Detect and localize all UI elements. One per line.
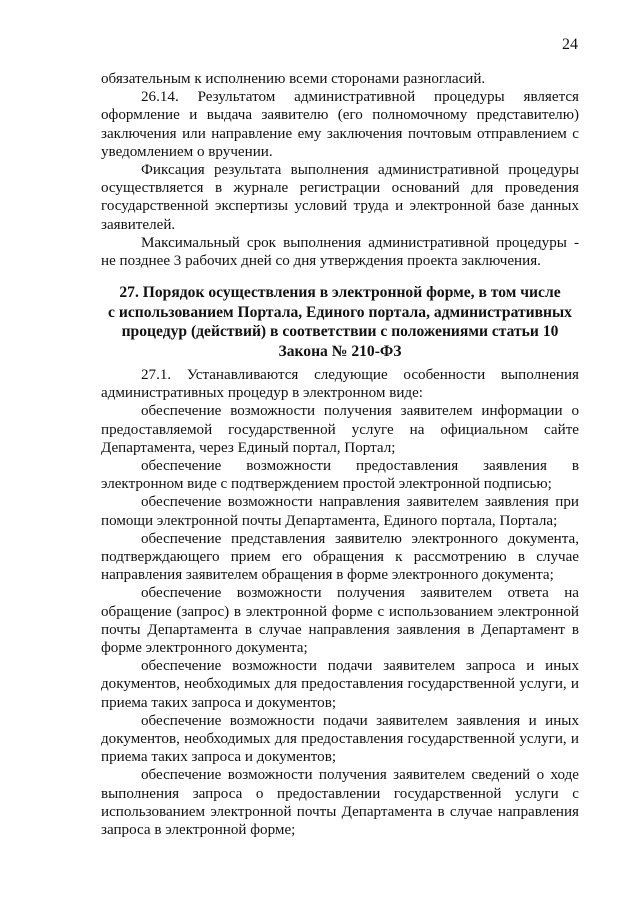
- section-27-heading: [101, 283, 579, 361]
- section-27-body: [101, 366, 579, 839]
- list-item: обеспечение возможности подачи заявителем заявления и иных документов, необходимых для предоставления государственной услуги, и приема таких запроса и документов;: [101, 712, 579, 766]
- top-text-block: [101, 70, 579, 270]
- list-item: обеспечение возможности направления заявителем заявления при помощи электронной почты Департамента, Единого портала, Портала;: [101, 494, 579, 529]
- paragraph-continuation: обязательным к исполнению всеми сторонами разногласий.: [101, 71, 486, 87]
- list-item: обеспечение возможности предоставления заявления в электронном виде с подтверждением простой электронной подписью;: [101, 458, 579, 493]
- paragraph-26-14: 26.14. Результатом административной процедуры является оформление и выдача заявителю (его полномочному представителю) заключения или направление ему заключения почтовым отправлением с уведомлением о вручении.: [101, 89, 579, 160]
- list-item: обеспечение возможности получения заявителем ответа на обращение (запрос) в электронной форме с использованием электронной почты Департамента в случае направления заявления в Департамент в форме электронного документа;: [101, 585, 579, 657]
- paragraph-27-1: 27.1. Устанавливаются следующие особенности выполнения административных процедур в электронном виде:: [101, 367, 579, 402]
- list-item: обеспечение возможности получения заявителем сведений о ходе выполнения запроса о предоставлении государственной услуги с использованием электронной почты Департамента в случае направления запроса в электронной форме;: [101, 767, 579, 839]
- paragraph-result-fixation: Фиксация результата выполнения административной процедуры осуществляется в журнале регистрации оснований для проведения государственной экспертизы условий труда и электронной базе данных заявителей.: [101, 162, 579, 233]
- heading-line: с использованием Портала, Единого портала, административных: [108, 303, 572, 321]
- list-item: обеспечение возможности подачи заявителем запроса и иных документов, необходимых для предоставления государственной услуги, и приема таких запроса и документов;: [101, 658, 579, 711]
- list-item: обеспечение возможности получения заявителем информации о предоставляемой государственной услуге на официальном сайте Департамента, через Единый портал, Портал;: [101, 403, 579, 456]
- heading-line: 27. Порядок осуществления в электронной форме, в том числе: [119, 284, 561, 301]
- heading-line: Закона № 210-ФЗ: [278, 342, 402, 360]
- heading-line: процедур (действий) в соответствии с положениями статьи 10: [121, 323, 559, 340]
- list-item: обеспечение представления заявителю электронного документа, подтверждающего прием его обращения к рассмотрению в случае направления заявителем обращения в форме электронного документа;: [101, 530, 579, 584]
- page-number: 24: [562, 36, 578, 53]
- paragraph-max-term: Максимальный срок выполнения административной процедуры - не позднее 3 рабочих дней со дня утверждения проекта заключения.: [101, 234, 579, 270]
